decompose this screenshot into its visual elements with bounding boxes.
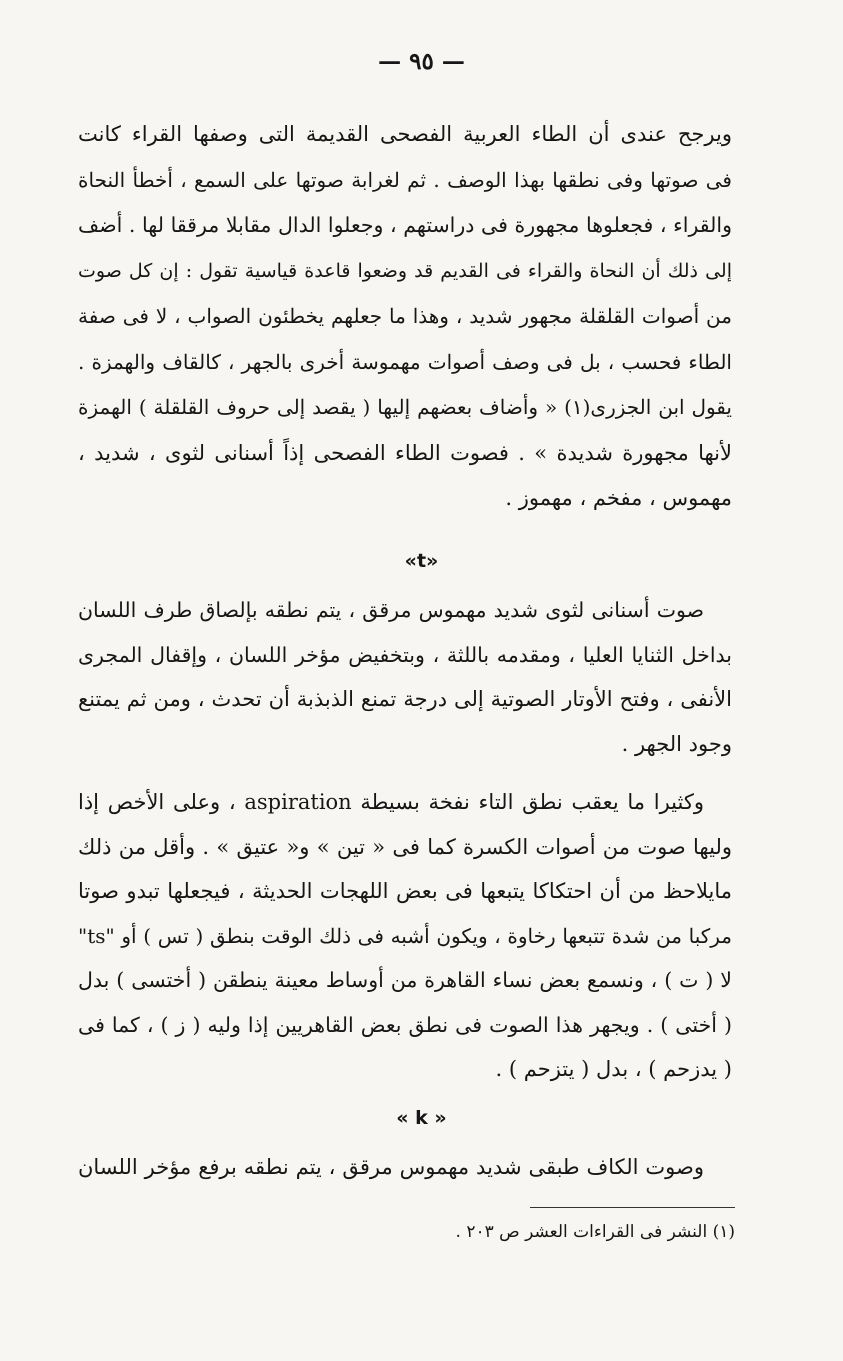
text-line: وليها صوت من أصوات الكسرة كما فى « تين » و« عتيق » . وأقل من ذلك [78, 834, 732, 859]
page-number: — ٩٥ — [378, 48, 465, 75]
text-line: ( يدزحم ) ، بدل ( يتزحم ) . [495, 1057, 732, 1081]
text-line: وجود الجهر . [621, 731, 732, 756]
text-line: الأنفى ، وفتح الأوتار الصوتية إلى درجة تمنع الذبذبة أن تحدث ، ومن ثم يمتنع [78, 687, 732, 711]
text-line: من أصوات القلقلة مجهور شديد ، وهذا ما جعلهم يخطئون الصواب ، لا فى صفة [78, 304, 732, 328]
paragraph-t-sound [78, 588, 732, 766]
text-line: وصوت الكاف طبقى شديد مهموس مرقق ، يتم نطقه برفع مؤخر اللسان [78, 1155, 704, 1179]
paragraph-k-sound [78, 1145, 732, 1189]
paragraph-t-aspiration [78, 780, 732, 1092]
text-line: والقراء ، فجعلوها مجهورة فى دراستهم ، وجعلوا الدال مقابلا مرققا لها . أضف [78, 213, 732, 237]
text-line: مايلاحظ من أن احتكاكا يتبعها فى بعض اللهجات الحديثة ، فيجعلها تبدو صوتا [78, 879, 732, 903]
text-line: يقول ابن الجزرى(١) « وأضاف بعضهم إليها ( يقصد إلى حروف القلقلة ) الهمزة [78, 395, 732, 419]
text-line: بداخل الثنايا العليا ، ومقدمه باللثة ، وبتخفيض مؤخر اللسان ، وإقفال المجرى [78, 642, 732, 667]
text-line: لا ( ت ) ، ونسمع بعض نساء القاهرة من أوساط معينة ينطقن ( أختسى ) بدل [78, 968, 732, 992]
text-line: وكثيرا ما يعقب نطق التاء نفخة بسيطة aspiration ، وعلى الأخص إذا [78, 790, 704, 814]
section-heading-t: «t» [404, 550, 439, 572]
footnote-divider [530, 1207, 735, 1208]
text-line: ( أختى ) . ويجهر هذا الصوت فى نطق بعض القاهريين إذا وليه ( ز ) ، كما فى [78, 1012, 732, 1037]
text-line: الطاء فحسب ، بل فى وصف أصوات مهموسة أخرى بالجهر ، كالقاف والهمزة . [78, 349, 732, 374]
text-line: إلى ذلك أن النحاة والقراء فى القديم قد وضعوا قاعدة قياسية تقول : إن كل صوت [78, 259, 732, 282]
text-line: لأنها مجهورة شديدة » . فصوت الطاء الفصحى إذاً أسنانى لثوى ، شديد ، [78, 440, 732, 465]
text-line: ويرجح عندى أن الطاء العربية الفصحى القديمة التى وصفها القراء كانت [78, 122, 732, 146]
section-heading-k: « k » [396, 1107, 447, 1129]
text-line: صوت أسنانى لثوى شديد مهموس مرقق ، يتم نطقه بإلصاق طرف اللسان [78, 598, 704, 622]
footnote: (١) النشر فى القراءات العشر ص ٢٠٣ . [455, 1222, 735, 1242]
paragraph-taa-description [78, 112, 732, 522]
text-line: مهموس ، مفخم ، مهموز . [505, 486, 732, 510]
text-line: فى صوتها وفى نطقها بهذا الوصف . ثم لغرابة صوتها على السمع ، أخطأ النحاة [78, 167, 732, 192]
text-line: مركبا من شدة تتبعها رخاوة ، ويكون أشبه فى ذلك الوقت بنطق ( تس ) أو "ts" [78, 923, 732, 948]
